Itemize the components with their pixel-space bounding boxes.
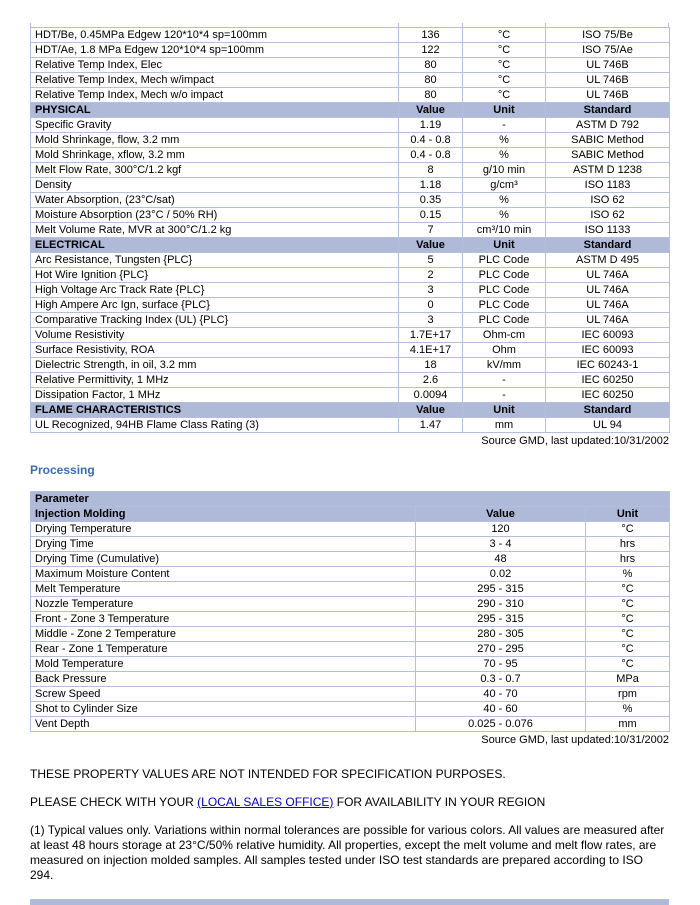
property-name: Dielectric Strength, in oil, 3.2 mm bbox=[31, 358, 399, 373]
property-unit: Ohm-cm bbox=[463, 328, 546, 343]
parameter-name: Drying Temperature bbox=[31, 522, 416, 537]
table-row bbox=[31, 118, 670, 133]
property-standard: ISO 62 bbox=[546, 208, 670, 223]
property-standard: UL 746A bbox=[546, 268, 670, 283]
property-name: Mold Shrinkage, flow, 3.2 mm bbox=[31, 133, 399, 148]
processing-table-body bbox=[31, 492, 670, 732]
parameter-unit: °C bbox=[586, 612, 670, 627]
property-unit: kV/mm bbox=[463, 358, 546, 373]
property-name: UL Recognized, 94HB Flame Class Rating (3) bbox=[31, 418, 399, 433]
property-unit: mm bbox=[463, 418, 546, 433]
table-row bbox=[31, 537, 670, 552]
table-row bbox=[31, 28, 670, 43]
property-name: High Voltage Arc Track Rate {PLC} bbox=[31, 283, 399, 298]
property-value: 0.35 bbox=[399, 193, 463, 208]
table-row bbox=[31, 522, 670, 537]
property-standard: IEC 60093 bbox=[546, 328, 670, 343]
property-unit: °C bbox=[463, 28, 546, 43]
property-unit: PLC Code bbox=[463, 268, 546, 283]
property-name: ELECTRICAL bbox=[31, 238, 399, 253]
processing-table bbox=[30, 491, 670, 732]
property-name: Comparative Tracking Index (UL) {PLC} bbox=[31, 313, 399, 328]
disclaimer-text: THESE PROPERTY VALUES ARE NOT INTENDED FOR SPECIFICATION PURPOSES. bbox=[30, 767, 506, 781]
parameter-unit: °C bbox=[586, 642, 670, 657]
property-standard: UL 94 bbox=[546, 418, 670, 433]
table-row bbox=[31, 403, 670, 418]
parameter-value: 70 - 95 bbox=[416, 657, 586, 672]
parameter-value: 0.02 bbox=[416, 567, 586, 582]
property-unit: g/cm³ bbox=[463, 178, 546, 193]
table-row bbox=[31, 507, 670, 522]
property-name: Surface Resistivity, ROA bbox=[31, 343, 399, 358]
property-standard: UL 746A bbox=[546, 283, 670, 298]
parameter-name: Shot to Cylinder Size bbox=[31, 702, 416, 717]
parameter-name: Screw Speed bbox=[31, 687, 416, 702]
property-name: High Ampere Arc Ign, surface {PLC} bbox=[31, 298, 399, 313]
property-unit: % bbox=[463, 148, 546, 163]
table-row bbox=[31, 133, 670, 148]
property-name: Volume Resistivity bbox=[31, 328, 399, 343]
property-name: Hot Wire Ignition {PLC} bbox=[31, 268, 399, 283]
parameter-group-row bbox=[31, 492, 670, 507]
property-value: 2 bbox=[399, 268, 463, 283]
property-unit: % bbox=[463, 193, 546, 208]
column-border-stub bbox=[668, 23, 669, 27]
parameter-unit: % bbox=[586, 567, 670, 582]
property-name: FLAME CHARACTERISTICS bbox=[31, 403, 399, 418]
table-row bbox=[31, 43, 670, 58]
table-top-cutoff-fragment bbox=[30, 23, 669, 27]
property-table bbox=[30, 27, 670, 433]
property-value: 80 bbox=[399, 58, 463, 73]
table-row bbox=[31, 223, 670, 238]
property-value: 2.6 bbox=[399, 373, 463, 388]
property-name: Relative Temp Index, Mech w/o impact bbox=[31, 88, 399, 103]
parameter-name: Drying Time bbox=[31, 537, 416, 552]
table-row bbox=[31, 313, 670, 328]
parameter-unit: hrs bbox=[586, 537, 670, 552]
property-standard: ASTM D 792 bbox=[546, 118, 670, 133]
parameter-value: 280 - 305 bbox=[416, 627, 586, 642]
parameter-unit: hrs bbox=[586, 552, 670, 567]
parameter-unit: °C bbox=[586, 582, 670, 597]
parameter-value: 0.3 - 0.7 bbox=[416, 672, 586, 687]
property-unit: °C bbox=[463, 43, 546, 58]
property-name: Water Absorption, (23°C/sat) bbox=[31, 193, 399, 208]
property-standard: IEC 60250 bbox=[546, 388, 670, 403]
property-value: 1.19 bbox=[399, 118, 463, 133]
property-name: Melt Flow Rate, 300°C/1.2 kgf bbox=[31, 163, 399, 178]
property-name: PHYSICAL bbox=[31, 103, 399, 118]
property-standard: SABIC Method bbox=[546, 133, 670, 148]
property-value: 1.18 bbox=[399, 178, 463, 193]
property-name: Relative Permittivity, 1 MHz bbox=[31, 373, 399, 388]
property-value: 0.15 bbox=[399, 208, 463, 223]
property-standard: ASTM D 1238 bbox=[546, 163, 670, 178]
table-row bbox=[31, 58, 670, 73]
table-row bbox=[31, 268, 670, 283]
property-unit: Unit bbox=[463, 103, 546, 118]
property-unit: PLC Code bbox=[463, 313, 546, 328]
property-value: 1.47 bbox=[399, 418, 463, 433]
property-value: 136 bbox=[399, 28, 463, 43]
parameter-unit: °C bbox=[586, 597, 670, 612]
property-name: HDT/Ae, 1.8 MPa Edgew 120*10*4 sp=100mm bbox=[31, 43, 399, 58]
property-value: 7 bbox=[399, 223, 463, 238]
property-value: 80 bbox=[399, 73, 463, 88]
table-row bbox=[31, 88, 670, 103]
property-standard: UL 746A bbox=[546, 298, 670, 313]
table-row bbox=[31, 298, 670, 313]
property-standard: Standard bbox=[546, 238, 670, 253]
table-row bbox=[31, 208, 670, 223]
column-border-stub bbox=[398, 23, 399, 27]
table-row bbox=[31, 552, 670, 567]
table-row bbox=[31, 343, 670, 358]
parameter-unit: °C bbox=[586, 522, 670, 537]
property-standard: IEC 60250 bbox=[546, 373, 670, 388]
property-value: 3 bbox=[399, 283, 463, 298]
parameter-value: 295 - 315 bbox=[416, 612, 586, 627]
table-row bbox=[31, 253, 670, 268]
parameter-unit: MPa bbox=[586, 672, 670, 687]
property-value: 122 bbox=[399, 43, 463, 58]
parameter-value: Value bbox=[416, 507, 586, 522]
property-unit: °C bbox=[463, 58, 546, 73]
table-row bbox=[31, 373, 670, 388]
property-standard: ASTM D 495 bbox=[546, 253, 670, 268]
property-value: 1.7E+17 bbox=[399, 328, 463, 343]
parameter-name: Back Pressure bbox=[31, 672, 416, 687]
table-row bbox=[31, 358, 670, 373]
availability-text bbox=[30, 795, 669, 810]
parameter-value: 40 - 70 bbox=[416, 687, 586, 702]
property-value: Value bbox=[399, 238, 463, 253]
table-row bbox=[31, 163, 670, 178]
datasheet-content bbox=[30, 23, 669, 883]
property-value: 4.1E+17 bbox=[399, 343, 463, 358]
table-row bbox=[31, 627, 670, 642]
property-unit: - bbox=[463, 388, 546, 403]
property-unit: Ohm bbox=[463, 343, 546, 358]
processing-heading: Processing bbox=[30, 463, 95, 477]
property-value: 0.0094 bbox=[399, 388, 463, 403]
parameter-name: Melt Temperature bbox=[31, 582, 416, 597]
table-row bbox=[31, 148, 670, 163]
property-unit: PLC Code bbox=[463, 283, 546, 298]
table-row bbox=[31, 702, 670, 717]
table-row bbox=[31, 283, 670, 298]
property-value: 0.4 - 0.8 bbox=[399, 133, 463, 148]
property-value: 18 bbox=[399, 358, 463, 373]
table-row bbox=[31, 328, 670, 343]
parameter-value: 0.025 - 0.076 bbox=[416, 717, 586, 732]
property-name: Specific Gravity bbox=[31, 118, 399, 133]
property-value: 5 bbox=[399, 253, 463, 268]
property-value: 8 bbox=[399, 163, 463, 178]
property-unit: Unit bbox=[463, 403, 546, 418]
parameter-unit: rpm bbox=[586, 687, 670, 702]
parameter-name: Front - Zone 3 Temperature bbox=[31, 612, 416, 627]
property-unit: - bbox=[463, 118, 546, 133]
parameter-unit: mm bbox=[586, 717, 670, 732]
source-note-2: Source GMD, last updated:10/31/2002 bbox=[481, 734, 669, 746]
property-name: HDT/Be, 0.45MPa Edgew 120*10*4 sp=100mm bbox=[31, 28, 399, 43]
source-note: Source GMD, last updated:10/31/2002 bbox=[481, 435, 669, 447]
column-border-stub bbox=[545, 23, 546, 27]
parameter-unit: Unit bbox=[586, 507, 670, 522]
parameter-value: 270 - 295 bbox=[416, 642, 586, 657]
property-unit: g/10 min bbox=[463, 163, 546, 178]
property-name: Moisture Absorption (23°C / 50% RH) bbox=[31, 208, 399, 223]
property-name: Arc Resistance, Tungsten {PLC} bbox=[31, 253, 399, 268]
availability-prefix: PLEASE CHECK WITH YOUR bbox=[30, 795, 198, 809]
property-unit: % bbox=[463, 133, 546, 148]
table-row bbox=[31, 687, 670, 702]
property-name: Mold Shrinkage, xflow, 3.2 mm bbox=[31, 148, 399, 163]
property-standard: Standard bbox=[546, 403, 670, 418]
table-row bbox=[31, 73, 670, 88]
parameter-value: 3 - 4 bbox=[416, 537, 586, 552]
table-row bbox=[31, 567, 670, 582]
table-row bbox=[31, 672, 670, 687]
property-standard: ISO 62 bbox=[546, 193, 670, 208]
parameter-name: Drying Time (Cumulative) bbox=[31, 552, 416, 567]
property-standard: UL 746A bbox=[546, 313, 670, 328]
property-unit: cm³/10 min bbox=[463, 223, 546, 238]
parameter-name: Injection Molding bbox=[31, 507, 416, 522]
property-value: 0.4 - 0.8 bbox=[399, 148, 463, 163]
table-row bbox=[31, 238, 670, 253]
parameter-value: 295 - 315 bbox=[416, 582, 586, 597]
parameter-value: 290 - 310 bbox=[416, 597, 586, 612]
table-row bbox=[31, 597, 670, 612]
property-value: 3 bbox=[399, 313, 463, 328]
table-row bbox=[31, 178, 670, 193]
property-table-body bbox=[31, 28, 670, 433]
availability-suffix: FOR AVAILABILITY IN YOUR REGION bbox=[333, 795, 546, 809]
parameter-unit: °C bbox=[586, 657, 670, 672]
property-standard: Standard bbox=[546, 103, 670, 118]
property-standard: UL 746B bbox=[546, 58, 670, 73]
property-standard: IEC 60243-1 bbox=[546, 358, 670, 373]
property-unit: °C bbox=[463, 88, 546, 103]
property-unit: - bbox=[463, 373, 546, 388]
property-unit: °C bbox=[463, 73, 546, 88]
parameter-name: Nozzle Temperature bbox=[31, 597, 416, 612]
column-border-stub bbox=[462, 23, 463, 27]
property-value: Value bbox=[399, 103, 463, 118]
local-sales-office-link[interactable]: (LOCAL SALES OFFICE) bbox=[197, 795, 334, 809]
property-name: Relative Temp Index, Mech w/impact bbox=[31, 73, 399, 88]
parameter-unit: % bbox=[586, 702, 670, 717]
property-standard: IEC 60093 bbox=[546, 343, 670, 358]
property-standard: ISO 75/Be bbox=[546, 28, 670, 43]
table-row bbox=[31, 418, 670, 433]
parameter-value: 48 bbox=[416, 552, 586, 567]
property-unit: PLC Code bbox=[463, 253, 546, 268]
processing-table-wrap bbox=[30, 491, 669, 732]
parameter-name: Maximum Moisture Content bbox=[31, 567, 416, 582]
parameter-name: Rear - Zone 1 Temperature bbox=[31, 642, 416, 657]
property-value: Value bbox=[399, 403, 463, 418]
property-standard: ISO 1183 bbox=[546, 178, 670, 193]
property-unit: % bbox=[463, 208, 546, 223]
property-name: Relative Temp Index, Elec bbox=[31, 58, 399, 73]
table-row bbox=[31, 642, 670, 657]
column-border-stub bbox=[30, 23, 31, 27]
property-unit: PLC Code bbox=[463, 298, 546, 313]
table-row bbox=[31, 388, 670, 403]
parameter-unit: °C bbox=[586, 627, 670, 642]
property-name: Dissipation Factor, 1 MHz bbox=[31, 388, 399, 403]
property-standard: UL 746B bbox=[546, 73, 670, 88]
parameter-value: 120 bbox=[416, 522, 586, 537]
table-row bbox=[31, 103, 670, 118]
parameter-name: Middle - Zone 2 Temperature bbox=[31, 627, 416, 642]
footnote-text: (1) Typical values only. Variations within normal tolerances are possible for various colors. All values are measured after at least 48 hours storage at 23°C/50% relative humidity. All properties, except the melt volume and melt flow rates, are measured on injection molded samples. All samples tested under ISO test standards are prepared according to ISO 294. bbox=[30, 823, 665, 882]
property-name: Melt Volume Rate, MVR at 300°C/1.2 kg bbox=[31, 223, 399, 238]
parameter-group-label: Parameter bbox=[31, 492, 670, 507]
table-row bbox=[31, 582, 670, 597]
property-standard: UL 746B bbox=[546, 88, 670, 103]
next-table-cutoff-fragment bbox=[30, 899, 669, 905]
property-standard: SABIC Method bbox=[546, 148, 670, 163]
parameter-name: Vent Depth bbox=[31, 717, 416, 732]
property-standard: ISO 75/Ae bbox=[546, 43, 670, 58]
property-name: Density bbox=[31, 178, 399, 193]
parameter-value: 40 - 60 bbox=[416, 702, 586, 717]
table-row bbox=[31, 612, 670, 627]
table-row bbox=[31, 193, 670, 208]
parameter-name: Mold Temperature bbox=[31, 657, 416, 672]
property-value: 0 bbox=[399, 298, 463, 313]
property-value: 80 bbox=[399, 88, 463, 103]
property-unit: Unit bbox=[463, 238, 546, 253]
property-standard: ISO 1133 bbox=[546, 223, 670, 238]
table-row bbox=[31, 717, 670, 732]
table-row bbox=[31, 657, 670, 672]
